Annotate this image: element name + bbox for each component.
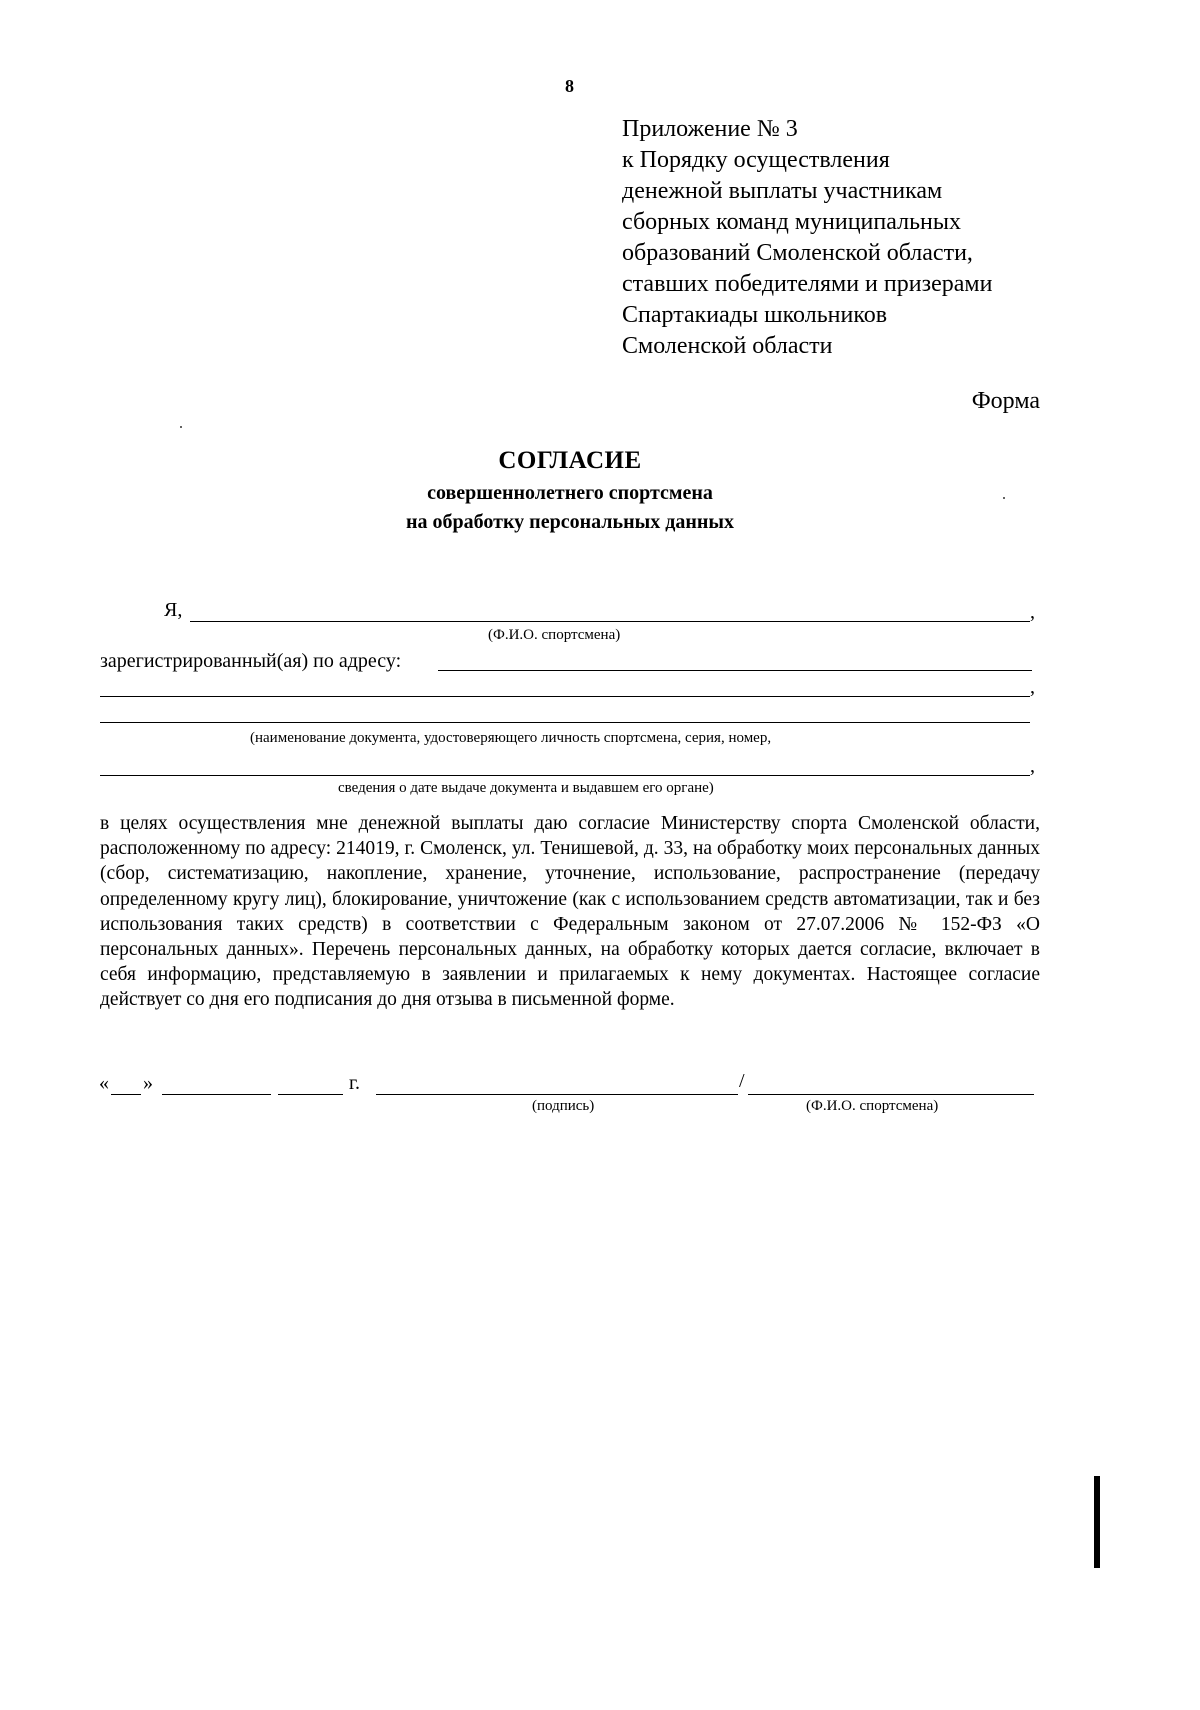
appendix-line: к Порядку осуществления bbox=[622, 147, 890, 173]
appendix-line: Смоленской области bbox=[622, 333, 833, 359]
comma: , bbox=[1030, 676, 1035, 698]
document-line[interactable] bbox=[100, 722, 1030, 723]
quote-close: » bbox=[143, 1072, 153, 1094]
address-line-continuation[interactable] bbox=[100, 696, 1030, 697]
consent-paragraph: в целях осуществления мне денежной выплаты даю согласие Министерству спорта Смоленской области, расположенному по адресу: 214019, г. Смоленск, ул. Тенишевой, д. 33, на обработку моих персональных данных (сбор, систематизацию, накопление, хранение, уточнение, использование, распространение (передачу определенному кругу лиц), блокирование, уничтожение (как с использованием средств автоматизации, так и без использования таких средств) в соответствии с Федеральным законом от 27.07.2006 № 152-ФЗ «О персональных данных». Перечень персональных данных, на обработку которых дается согласие, включает в себя информацию, представляемую в заявлении и прилагаемых к нему документах. Настоящее согласие действует со дня его подписания до дня отзыва в письменной форме. bbox=[100, 813, 1040, 1011]
issue-line[interactable] bbox=[100, 775, 1030, 776]
issue-caption: сведения о дате выдаче документа и выдавшем его органе) bbox=[338, 780, 714, 796]
address-line[interactable] bbox=[438, 670, 1032, 671]
comma: , bbox=[1030, 601, 1035, 623]
quote-open: « bbox=[99, 1072, 109, 1094]
appendix-header bbox=[622, 114, 992, 362]
fio-line[interactable] bbox=[190, 621, 1030, 622]
year-suffix: г. bbox=[349, 1072, 360, 1094]
appendix-line: образований Смоленской области, bbox=[622, 240, 973, 266]
year-line[interactable] bbox=[278, 1094, 343, 1095]
document-subtitle: совершеннолетнего спортсмена bbox=[427, 482, 713, 504]
fio-caption: (Ф.И.О. спортсмена) bbox=[488, 627, 621, 643]
appendix-line: Спартакиады школьников bbox=[622, 302, 888, 328]
slash: / bbox=[739, 1070, 745, 1092]
document-title: СОГЛАСИЕ bbox=[498, 447, 642, 474]
form-label: Форма bbox=[971, 388, 1040, 414]
address-label: зарегистрированный(ая) по адресу: bbox=[100, 650, 402, 672]
scan-edge-mark bbox=[1094, 1476, 1100, 1568]
day-line[interactable] bbox=[111, 1094, 141, 1095]
scan-speck bbox=[180, 426, 182, 428]
document-caption: (наименование документа, удостоверяющего личность спортсмена, серия, номер, bbox=[250, 730, 772, 746]
ya-label: Я, bbox=[164, 599, 183, 621]
page-number: 8 bbox=[565, 76, 574, 96]
appendix-line: сборных команд муниципальных bbox=[622, 209, 961, 235]
appendix-line: Приложение № 3 bbox=[622, 116, 798, 142]
document-subtitle: на обработку персональных данных bbox=[406, 511, 734, 533]
signature-fio-caption: (Ф.И.О. спортсмена) bbox=[806, 1098, 939, 1114]
appendix-line: ставших победителями и призерами bbox=[622, 271, 993, 297]
signature-fio-line[interactable] bbox=[748, 1094, 1034, 1095]
appendix-line: денежной выплаты участникам bbox=[622, 178, 943, 204]
signature-line[interactable] bbox=[376, 1094, 738, 1095]
signature-caption: (подпись) bbox=[532, 1098, 595, 1114]
comma: , bbox=[1030, 755, 1035, 777]
month-line[interactable] bbox=[162, 1094, 271, 1095]
